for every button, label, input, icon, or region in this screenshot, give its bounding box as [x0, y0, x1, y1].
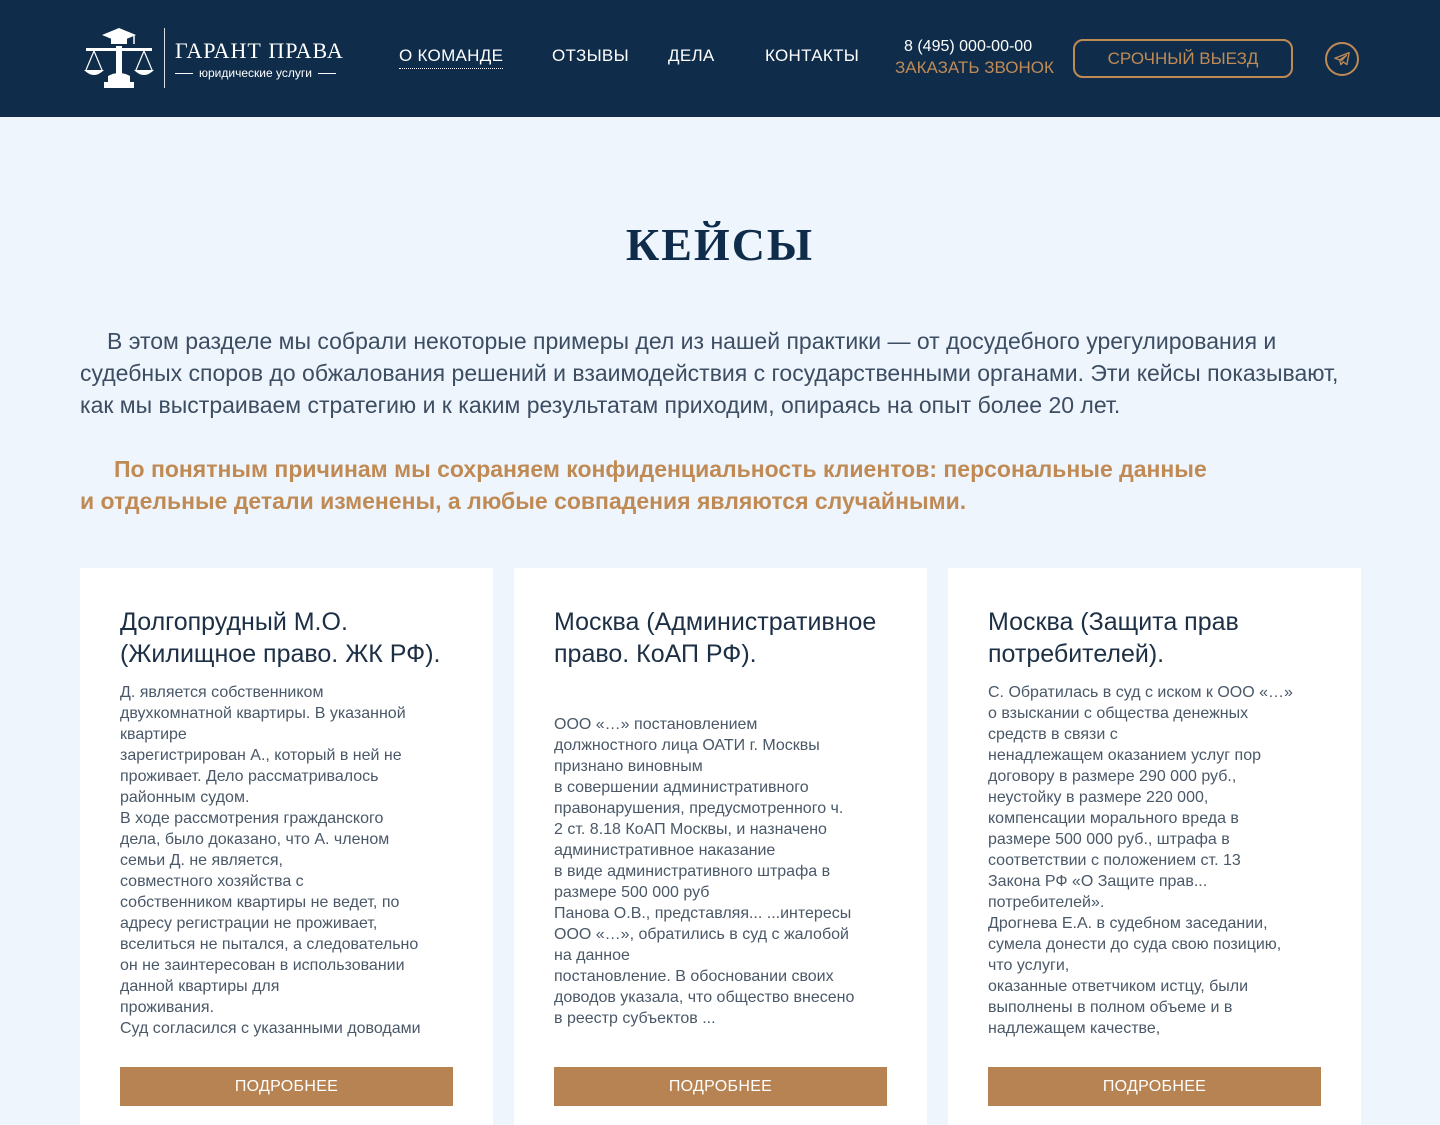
- logo[interactable]: [80, 26, 360, 90]
- nav-cases[interactable]: ДЕЛА: [668, 46, 715, 65]
- case-card-title: Москва (Защита прав потребителей).: [988, 608, 1239, 668]
- nav-reviews[interactable]: ОТЗЫВЫ: [552, 46, 629, 65]
- case-card-text: С. Обратилась в суд с иском к ООО «…» о взыскании с общества денежных средств в связи с ненадлежащем оказанием услуг пор договору в размере 290 000 руб., неустойку в размере 220 000, компенсации морального вреда в размере 500 000 руб., штрафа в соответствии с положением ст. 13 Закона РФ «О Защите прав... потребителей». Дрогнева Е.А. в судебном заседании, сумела донести до суда свою позицию, что услуги, оказанные ответчиком истцу, были выполнены в полном объеме и в надлежащем качестве,: [988, 684, 1293, 1037]
- case-card-text: Д. является собственником двухкомнатной квартиры. В указанной квартире зарегистрирован А., который в ней не проживает. Дело рассматривалось районным судом. В ходе рассмотрения гражданского дела, было доказано, что А. членом семьи Д. не является, совместного хозяйства с собственником квартиры не ведет, по адресу регистрации не проживает, вселиться не пытался, а следовательно он не заинтересован в использовании данной квартиры для проживания. Суд согласился с указанными доводами: [120, 684, 421, 1037]
- nav-contacts[interactable]: КОНТАКТЫ: [765, 46, 860, 65]
- confidentiality-notice: [80, 453, 1360, 517]
- case-card-title: Москва (Административное право. КоАП РФ).: [554, 608, 877, 668]
- callback-link[interactable]: ЗАКАЗАТЬ ЗВОНОК: [895, 58, 1054, 77]
- case-card-text: ООО «…» постановлением должностного лица ОАТИ г. Москвы признано виновным в совершении административного правонарушения, предусмотренного ч. 2 ст. 8.18 КоАП Москвы, и назначено административное наказание в виде административного штрафа в размере 500 000 руб Панова О.В., представляя... ...интересы ООО «…», обратились в суд с жалобой на данное постановление. В обосновании своих доводов указала, что общество внесено в реестр субъектов ...: [554, 716, 855, 1027]
- scales-of-justice-icon: [80, 26, 158, 90]
- logo-divider: [164, 28, 165, 88]
- logo-name: ГАРАНТ ПРАВА: [175, 38, 344, 63]
- intro-text: [80, 325, 1360, 421]
- logo-dash-left: [175, 73, 193, 74]
- phone-number[interactable]: 8 (495) 000-00-00: [904, 38, 1033, 55]
- case-details-button[interactable]: ПОДРОБНЕЕ: [120, 1067, 453, 1106]
- case-card: [80, 568, 493, 1125]
- logo-subtitle-text: юридические услуги: [199, 66, 312, 80]
- case-card: [514, 568, 927, 1125]
- telegram-icon: [1333, 50, 1351, 68]
- case-card-title: Долгопрудный М.О. (Жилищное право. ЖК РФ).: [120, 608, 441, 668]
- logo-subtitle: [175, 66, 336, 80]
- nav-about-team[interactable]: О КОМАНДЕ: [399, 46, 503, 69]
- logo-dash-right: [318, 73, 336, 74]
- notice-line-2: и отдельные детали изменены, а любые совпадения являются случайными.: [80, 488, 967, 514]
- page-title: КЕЙСЫ: [625, 219, 815, 270]
- case-details-button[interactable]: ПОДРОБНЕЕ: [554, 1067, 887, 1106]
- intro-paragraph: В этом разделе мы собрали некоторые примеры дел из нашей практики — от досудебного урегулирования и судебных споров до обжалования решений и взаимодействия с государственными органами. Эти кейсы показывают, как мы выстраиваем стратегию и к каким результатам приходим, опираясь на опыт более 20 лет.: [80, 328, 1339, 418]
- site-header: [0, 0, 1440, 117]
- case-card: [948, 568, 1361, 1125]
- notice-line-1: По понятным причинам мы сохраняем конфиденциальность клиентов: персональные данные: [114, 456, 1207, 482]
- urgent-visit-button[interactable]: СРОЧНЫЙ ВЫЕЗД: [1073, 39, 1293, 78]
- case-details-button[interactable]: ПОДРОБНЕЕ: [988, 1067, 1321, 1106]
- telegram-button[interactable]: [1325, 42, 1359, 76]
